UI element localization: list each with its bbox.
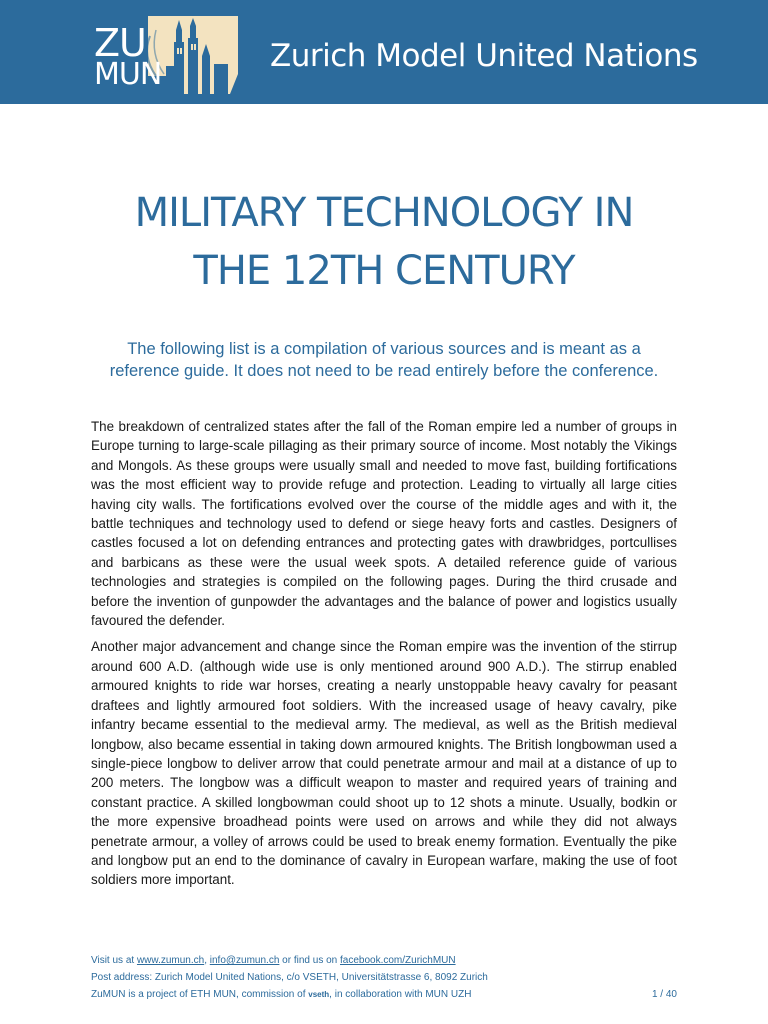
footer-separator: , [204, 955, 210, 966]
logo-zu-text: ZU [94, 21, 146, 65]
paragraph: Another major advancement and change since the Roman empire was the invention of the stirrup around 600 A.D. (although wide use is only mentioned around 900 A.D.). The stirrup enabled armoured knights to ride war horses, creating a nearly unstoppable heavy cavalry for peasant draftees and lightly armoured foot soldiers. With the increased usage of heavy cavalry, pike infantry became essential to the medieval army. The medieval, as well as the British medieval longbow, also became essential in taking down armoured knights. The British longbowman used a single-piece longbow to deliver arrow that could penetrate armour and mail at a distance of up to 200 meters. The longbow was a difficult weapon to master and required years of training and constant practice. A skilled longbowman could shoot up to 12 shots a minute. Usually, bodkin or the more expensive broadhead points were used on arrows and while they did not always penetrate armour, a volley of arrows could be used to break enemy formation. Eventually the pike and longbow put an end to the dominance of cavalry in European warfare, making the use of foot soldiers more important. [91, 639, 677, 888]
page-header [0, 0, 768, 104]
footer-facebook-text: or find us on [279, 955, 340, 966]
organization-name: Zurich Model United Nations [270, 38, 698, 74]
document-title [60, 184, 708, 300]
website-link[interactable]: www.zumun.ch [136, 955, 205, 966]
footer-address: Post address: Zurich Model United Nations, c/o VSETH, Universitätstrasse 6, 8092 Zurich [91, 972, 488, 983]
footer-project-line [91, 986, 677, 1003]
footer-collab-text: , in collaboration with MUN UZH [329, 989, 472, 1000]
logo-mun-text: MUN [94, 57, 162, 92]
vseth-logo-text: vseth [308, 990, 330, 999]
email-link[interactable]: info@zumun.ch [209, 955, 280, 966]
body-text [91, 417, 677, 897]
footer-visit-text: Visit us at [91, 955, 137, 966]
footer-project-text: ZuMUN is a project of ETH MUN, commission of [91, 989, 309, 1000]
document-subtitle: The following list is a compilation of various sources and is meant as a reference guide. It does not need to be read entirely before the conference. [109, 340, 659, 380]
title-line-1: MILITARY TECHNOLOGY IN [134, 190, 634, 236]
facebook-link[interactable]: facebook.com/ZurichMUN [340, 955, 456, 966]
footer-contact-line [91, 952, 677, 969]
page-footer [91, 952, 677, 1003]
page-number: 1 / 40 [651, 989, 677, 1000]
paragraph: The breakdown of centralized states after the fall of the Roman empire led a number of groups in Europe turning to large-scale pillaging as their primary source of income. Most notably the Vikings and Mongols. As these groups were usually small and needed to move fast, building fortifications was the most efficient way to provide refuge and protection. Leading to virtually all large cities having city walls. The fortifications evolved over the course of the middle ages and with it, the battle techniques and technology used to defend or siege heavy forts and castles. Designers of castles focused a lot on defending entrances and protecting gates with drawbridges, portcullises and barbicans as these were the usual week spots. A detailed reference guide of various technologies and strategies is compiled on the following pages. During the third crusade and before the invention of gunpowder the advantages and the balance of power and logistics usually favoured the defender. [91, 419, 677, 629]
title-line-2: THE 12TH CENTURY [193, 248, 575, 294]
zumun-logo [94, 16, 240, 94]
